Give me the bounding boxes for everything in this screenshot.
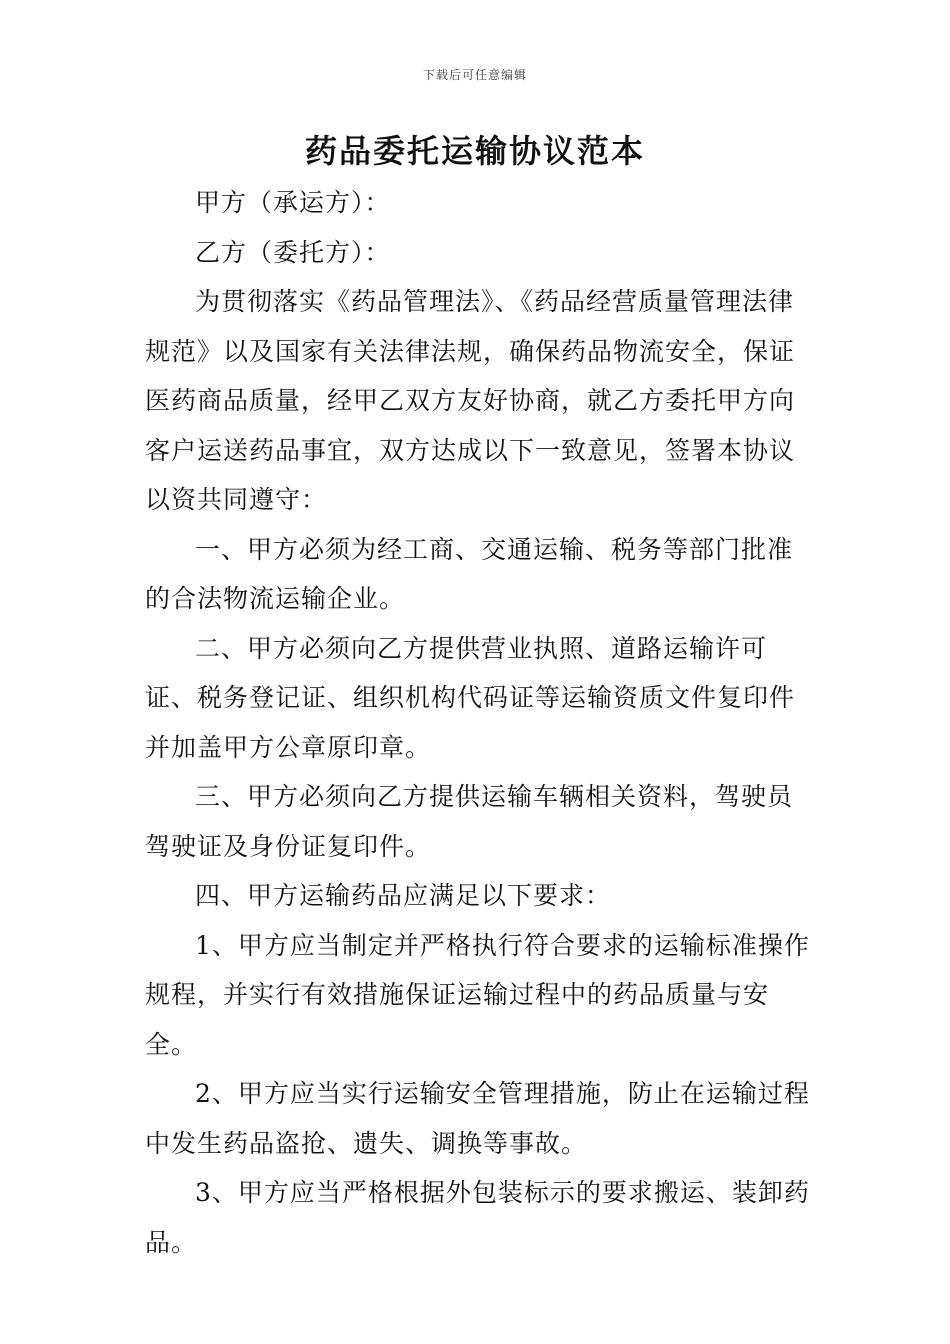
clause-4-item-3: 3、甲方应当严格根据外包装标示的要求搬运、装卸药品。 [145,1178,810,1257]
party-a-line: 甲方（承运方）： [195,188,391,217]
clause-4-item-1: 1、甲方应当制定并严格执行符合要求的运输标准操作规程，并实行有效措施保证运输过程中的药品质量与安全。 [145,930,810,1059]
header-note: 下载后可任意编辑 [422,68,527,82]
clause-1: 一、甲方必须为经工商、交通运输、税务等部门批准的合法物流运输企业。 [145,534,794,613]
clause-4-item-2: 2、甲方应当实行运输安全管理措施，防止在运输过程中发生药品盗抢、遗失、调换等事故。 [145,1079,810,1158]
document-title: 药品委托运输协议范本 [304,132,645,170]
party-b-line: 乙方（委托方）： [195,237,391,267]
clause-2: 二、甲方必须向乙方提供营业执照、道路运输许可证、税务登记证、组织机构代码证等运输资质文件复印件并加盖甲方公章原印章。 [145,633,796,762]
clause-4: 四、甲方运输药品应满足以下要求： [195,881,612,910]
preamble-paragraph: 为贯彻落实《药品管理法》、《药品经营质量管理法律规范》以及国家有关法律法规，确保药品物流安全，保证医药商品质量，经甲乙双方友好协商，就乙方委托甲方向客户运送药品事宜，双方达成以下一致意见，签署本协议以资共同遵守： [145,287,796,514]
document-body [145,178,811,1267]
clause-3: 三、甲方必须向乙方提供运输车辆相关资料，驾驶员驾驶证及身份证复印件。 [145,782,794,861]
